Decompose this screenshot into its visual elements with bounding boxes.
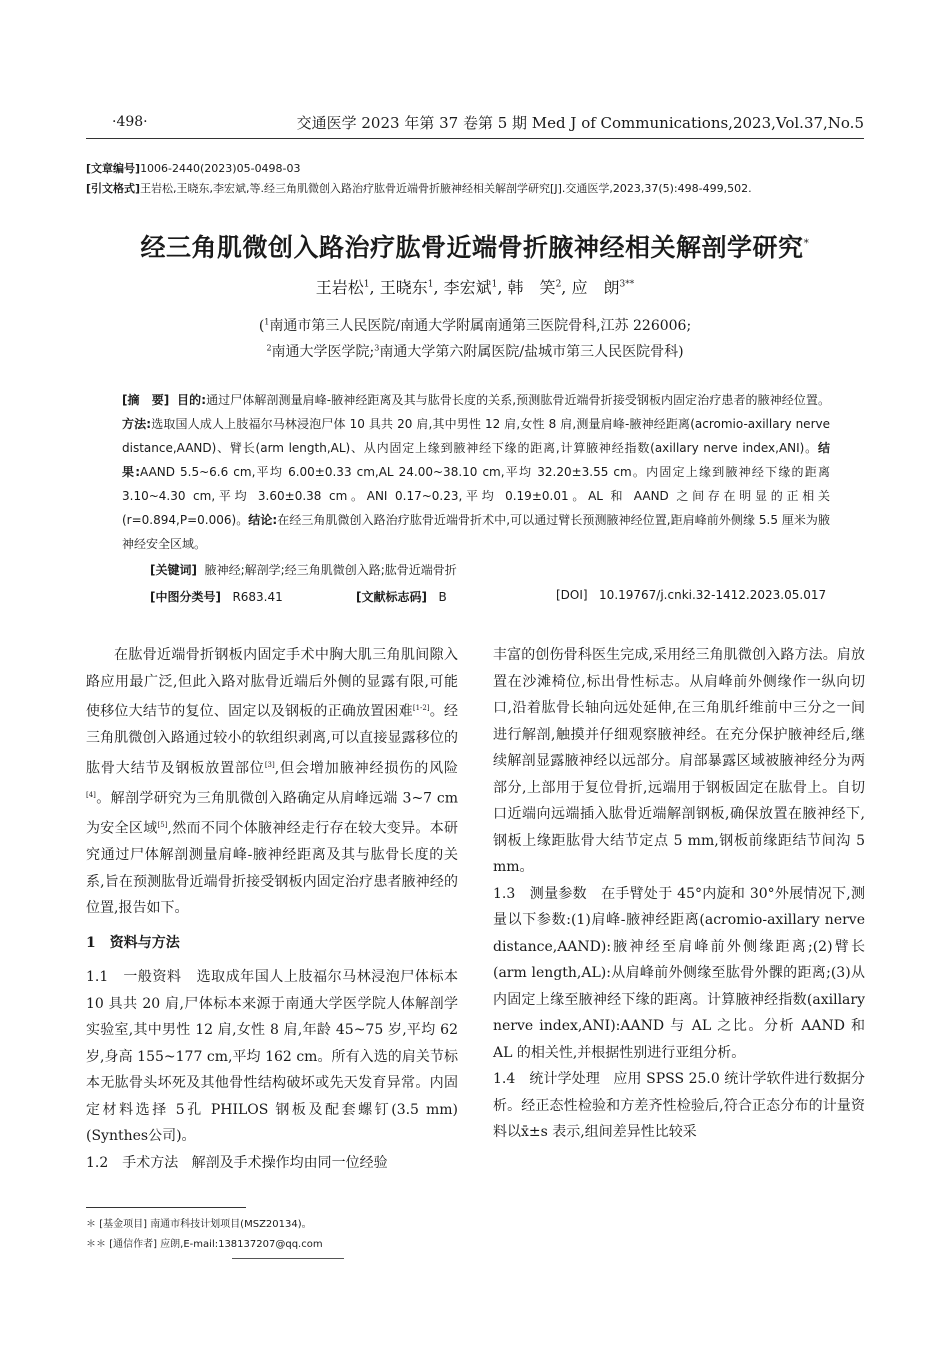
- author-affil-mark: 1: [491, 279, 498, 290]
- header-rule: [86, 138, 864, 139]
- left-column: [86, 642, 458, 1176]
- citation-ref: [4]: [86, 790, 96, 799]
- abstract-method: 选取国人成人上肢福尔马林浸泡尸体 10 具共 20 肩,其中男性 12 肩,女性 8 肩,测量肩峰-腋神经距离(acromio-axillary nerve distance,AAND)、臂长(arm length,AL)、从内固定上缘到腋神经下缘的距离,计算腋神经指数(axillary nerve index,ANI)。: [122, 417, 830, 455]
- author: 韩 笑: [507, 278, 556, 297]
- affiliation-line-2: [0, 341, 950, 361]
- footnote-mark: ＊: [86, 1219, 96, 1230]
- right-column: [493, 642, 865, 1146]
- subsection-heading: 1.4 统计学处理: [493, 1071, 600, 1087]
- abstract-conclusion: 在经三角肌微创入路治疗肱骨近端骨折术中,可以通过臂长预测腋神经位置,距肩峰前外侧缘 5.5 厘米为腋神经安全区域。: [122, 513, 830, 551]
- footnote-text: 南通市科技计划项目(MSZ20134)。: [150, 1219, 312, 1230]
- subsection-heading: 1.3 测量参数: [493, 885, 587, 902]
- affiliation-mark: 3: [374, 343, 380, 353]
- article-number-value: 1006-2440(2023)05-0498-03: [140, 162, 301, 175]
- author: 应 朗: [571, 278, 620, 297]
- footnote-corresponding: [86, 1235, 323, 1250]
- author-affil-mark: 3**: [619, 279, 635, 290]
- citation-ref: [5]: [157, 820, 168, 829]
- intro-text: ,但会增加腋神经损伤的风险: [274, 760, 458, 777]
- keywords-text: 腋神经;解剖学;经三角肌微创入路;肱骨近端骨折: [204, 563, 457, 577]
- abstract-purpose: 通过尸体解剖测量肩峰-腋神经距离及其与肱骨长度的关系,预测肱骨近端骨折接受钢板内固定治疗患者的腋神经位置。: [206, 393, 830, 407]
- abstract-method-label: 方法:: [122, 417, 152, 431]
- article-number: [86, 160, 301, 176]
- clc-label: [中图分类号]: [150, 590, 221, 604]
- abstract-label: [摘 要]: [122, 393, 170, 407]
- footnote-funding: [86, 1215, 312, 1230]
- author: 王岩松: [315, 278, 364, 297]
- subsection-1-3: [493, 881, 865, 1067]
- doc-code-value: B: [438, 590, 447, 604]
- intro-text: 。解剖学研究为三角肌微创入路确定从肩峰远端 3~7 cm 为安全区域: [86, 790, 458, 837]
- intro-text: 在肱骨近端骨折钢板内固定手术中胸大肌三角肌间隙入路应用最广泛,但此入路对肱骨近端后外侧的显露有限,可能使移位大结节的复位、固定以及钢板的正确放置困难: [86, 647, 458, 720]
- abstract-result-label: 结果:: [122, 441, 830, 479]
- subsection-body: 在手臂处于 45°内旋和 30°外展情况下,测量以下参数:(1)肩峰-腋神经距离(acromio-axillary nerve distance,AAND):腋神经至肩峰前外侧缘距离;(2)臂长(arm length,AL):从肩峰前外侧缘至肱骨外髁的距离;(3)从内固定上缘至腋神经下缘的距离。计算腋神经指数(axillary nerve index,ANI):AAND 与 AL 之比。分析 AAND 和 AL 的相关性,并根据性别进行亚组分析。: [493, 885, 865, 1061]
- paper-title: [0, 228, 950, 264]
- article-number-label: [文章编号]: [86, 162, 141, 175]
- subsection-1-4: [493, 1066, 865, 1146]
- author: 王晓东: [379, 278, 428, 297]
- footnote-text: 应朗,E-mail:138137207@qq.com: [160, 1239, 323, 1250]
- author-affil-mark: 2: [555, 279, 562, 290]
- affiliation-text: 南通大学第六附属医院/盐城市第三人民医院骨科): [379, 344, 684, 360]
- clc-value: R683.41: [232, 590, 283, 604]
- intro-text: ,然而不同个体腋神经走行存在较大变异。本研究通过尸体解剖测量肩峰-腋神经距离及其与肱骨长度的关系,旨在预测肱骨近端骨折接受钢板内固定治疗患者腋神经的位置,报告如下。: [86, 820, 459, 917]
- doi: [556, 588, 826, 602]
- affiliation-paren: (: [258, 318, 265, 334]
- title-footnote-mark: *: [803, 236, 810, 250]
- citation-label: [引文格式]: [86, 182, 141, 195]
- method-paragraph: 丰富的创伤骨科医生完成,采用经三角肌微创入路方法。肩放置在沙滩椅位,标出骨性标志。从肩峰前外侧缘作一纵向切口,沿着肱骨长轴向远处延伸,在三角肌纤维前中三分之一间进行解剖,触摸并仔细观察腋神经。在充分保护腋神经后,继续解剖显露腋神经以远部分。肩部暴露区域被腋神经分为两部分,上部用于复位骨折,远端用于钢板固定在肱骨上。自切口近端向远端插入肱骨近端解剖钢板,确保放置在腋神经下,钢板上缘距肱骨大结节定点 5 mm,钢板前缘距结节间沟 5 mm。: [493, 647, 865, 875]
- running-header: 交通医学 2023 年第 37 卷第 5 期 Med J of Communications,2023,Vol.37,No.5: [296, 114, 864, 132]
- subsection-body: 解剖及手术操作均由同一位经验: [191, 1154, 388, 1171]
- doc-code-label: [文献标志码]: [356, 590, 427, 604]
- page-number: ·498·: [112, 114, 148, 130]
- abstract-result: AAND 5.5~6.6 cm,平均 6.00±0.33 cm,AL 24.00~38.10 cm,平均 32.20±3.55 cm。内固定上缘到腋神经下缘的距离 3.10~4.30 cm,平均 3.60±0.38 cm。ANI 0.17~0.23,平均 0.19±0.01。AL 和 AAND 之间存在明显的正相关(r=0.894,P=0.006)。: [122, 465, 830, 527]
- subsection-1-2: [86, 1150, 458, 1177]
- keywords-label: [关键词]: [150, 563, 197, 577]
- abstract-conclusion-label: 结论:: [248, 513, 278, 527]
- subsection-1-1: [86, 964, 458, 1150]
- affiliation-mark: 2: [266, 343, 272, 353]
- clc-number: [150, 588, 283, 605]
- subsection-body: 应用 SPSS 25.0 统计学软件进行数据分析。经正态性检验和方差齐性检验后,符合正态分布的计量资料以x̄±s 表示,组间差异性比较采: [493, 1071, 866, 1140]
- affiliation-line-1: [0, 315, 950, 335]
- doi-label: [DOI]: [556, 588, 588, 602]
- author: 李宏斌: [443, 278, 492, 297]
- citation-ref: [1-2]: [412, 704, 430, 712]
- abstract: [122, 388, 830, 556]
- section-heading: 1 资料与方法: [86, 934, 180, 951]
- author-list: 王岩松$^1$, 王晓东$^1$, 李宏斌$^1$, 韩 笑$^2$, 应 朗$^{3**}$: [315, 278, 635, 297]
- subsection-body: 选取成年国人上肢福尔马林浸泡尸体标本 10 具共 20 肩,尸体标本来源于南通大学医学院人体解剖学实验室,其中男性 12 肩,女性 8 肩,年龄 45~75 岁,平均 62 岁,身高 155~177 cm,平均 162 cm。所有入选的肩关节标本无肱骨头坏死及其他骨性结构破坏或先天发育异常。内固定材料选择 5孔 PHILOS 钢板及配套螺钉(3.5 mm)(Synthes公司)。: [86, 969, 459, 1145]
- subsection-heading: 1.2 手术方法: [86, 1154, 179, 1171]
- citation-text: 王岩松,王晓东,李宏斌,等.经三角肌微创入路治疗肱骨近端骨折腋神经相关解剖学研究[J].交通医学,2023,37(5):498-499,502.: [140, 182, 752, 195]
- footnote-end-rule: [232, 1258, 344, 1259]
- affiliation-text: 南通市第三人民医院/南通大学附属南通第三医院骨科,江苏 226006;: [269, 318, 692, 334]
- intro-paragraph: [86, 642, 458, 922]
- footnote-label: [基金项目]: [99, 1219, 147, 1230]
- paper-title-text: 经三角肌微创入路治疗肱骨近端骨折腋神经相关解剖学研究: [140, 233, 804, 262]
- citation-format: [86, 180, 752, 196]
- doi-value: 10.19767/j.cnki.32-1412.2023.05.017: [599, 588, 827, 602]
- citation-ref: [3]: [264, 760, 275, 769]
- abstract-purpose-label: 目的:: [177, 393, 206, 407]
- affiliation-text: 南通大学医学院;: [271, 344, 375, 360]
- footnote-rule: [86, 1207, 246, 1208]
- author-affil-mark: 1: [363, 279, 370, 290]
- footnote-label: [通信作者]: [109, 1239, 157, 1250]
- author-affil-mark: 1: [427, 279, 434, 290]
- subsection-heading: 1.1 一般资料: [86, 969, 182, 986]
- intro-text: 。经三角肌微创入路通过较小的软组织剥离,可以直接显露移位的肱骨大结节及钢板放置部位: [86, 703, 458, 777]
- keywords: [150, 561, 457, 578]
- affiliation-mark: 1: [264, 317, 270, 327]
- footnote-mark: ＊＊: [86, 1239, 106, 1250]
- document-code: [356, 588, 447, 605]
